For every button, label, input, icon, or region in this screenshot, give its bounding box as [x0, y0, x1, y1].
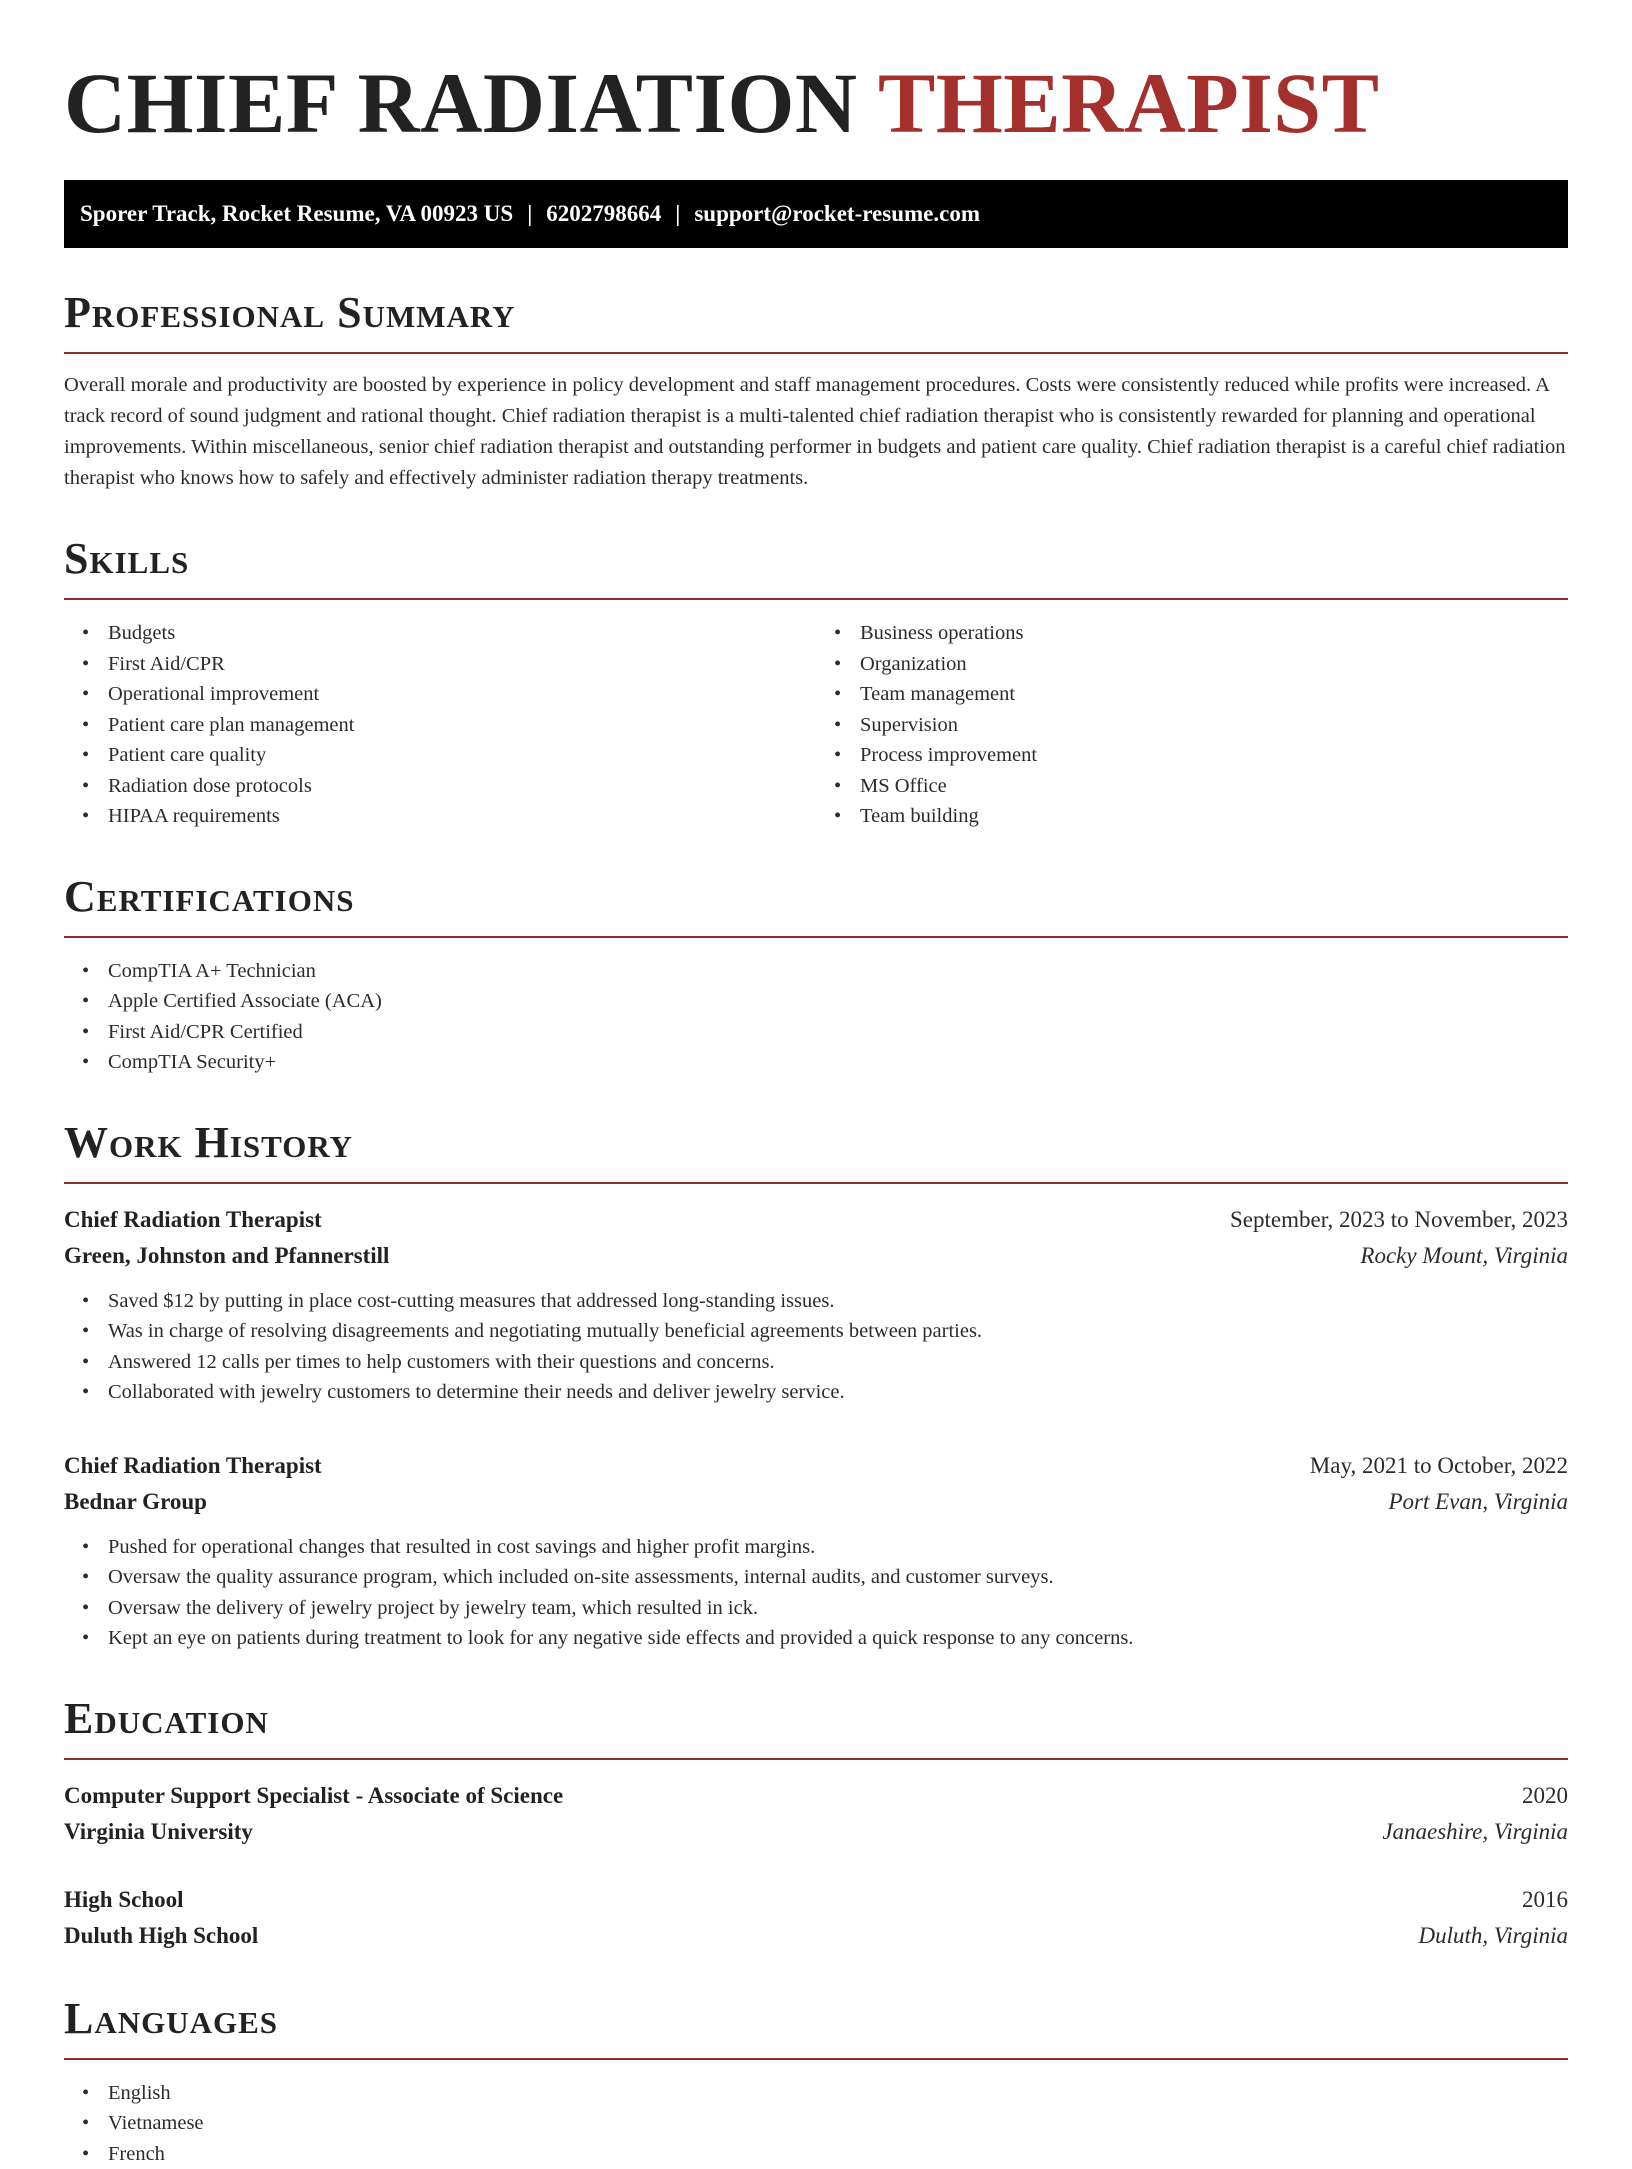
section-divider — [64, 2058, 1568, 2060]
education-degree: High School — [64, 1882, 184, 1918]
skill-item: • Supervision — [860, 710, 1568, 741]
skill-item: • Team building — [860, 801, 1568, 832]
skill-item: • Organization — [860, 649, 1568, 680]
job-location: Port Evan, Virginia — [1388, 1484, 1568, 1520]
education-school-row — [64, 1918, 1568, 1954]
title-main: CHIEF RADIATION — [64, 55, 858, 151]
certifications-list — [64, 956, 1568, 1078]
education-school: Duluth High School — [64, 1918, 258, 1954]
job-title: Chief Radiation Therapist — [64, 1448, 322, 1484]
job-duty: • Answered 12 calls per times to help customers with their questions and concerns. — [108, 1347, 1568, 1378]
contact-address: Sporer Track, Rocket Resume, VA 00923 US — [80, 201, 513, 226]
certifications-section — [64, 872, 1568, 1078]
job-company-row — [64, 1238, 1568, 1274]
certification-item: • CompTIA Security+ — [108, 1047, 1568, 1078]
contact-phone: 6202798664 — [546, 201, 661, 226]
summary-section — [64, 288, 1568, 494]
work-history-heading: Work History — [64, 1118, 1568, 1168]
job-location: Rocky Mount, Virginia — [1360, 1238, 1568, 1274]
contact-bar — [64, 180, 1568, 248]
certification-item: • CompTIA A+ Technician — [108, 956, 1568, 987]
skills-list-left — [64, 618, 816, 832]
section-divider — [64, 352, 1568, 354]
job-duty: • Oversaw the delivery of jewelry project by jewelry team, which resulted in ick. — [108, 1593, 1568, 1624]
education-school: Virginia University — [64, 1814, 253, 1850]
job-company: Green, Johnston and Pfannerstill — [64, 1238, 389, 1274]
certifications-heading: Certifications — [64, 872, 1568, 922]
languages-list — [64, 2078, 1568, 2169]
education-entry — [64, 1882, 1568, 1954]
education-degree-row — [64, 1882, 1568, 1918]
education-heading: Education — [64, 1694, 1568, 1744]
certification-item: • Apple Certified Associate (ACA) — [108, 986, 1568, 1017]
job-entry — [64, 1202, 1568, 1408]
certification-item: • First Aid/CPR Certified — [108, 1017, 1568, 1048]
job-duty: • Pushed for operational changes that resulted in cost savings and higher profit margins. — [108, 1532, 1568, 1563]
section-divider — [64, 1758, 1568, 1760]
skills-section — [64, 534, 1568, 832]
skill-item: • Radiation dose protocols — [108, 771, 816, 802]
contact-separator: | — [675, 180, 680, 248]
job-header-row — [64, 1448, 1568, 1484]
work-history-section — [64, 1118, 1568, 1654]
job-duty: • Collaborated with jewelry customers to determine their needs and deliver jewelry service. — [108, 1377, 1568, 1408]
education-degree-row — [64, 1778, 1568, 1814]
job-dates: September, 2023 to November, 2023 — [1230, 1202, 1568, 1238]
summary-heading: Professional Summary — [64, 288, 1568, 338]
skill-item: • Operational improvement — [108, 679, 816, 710]
summary-text: Overall morale and productivity are boosted by experience in policy development and staff management procedures. Costs were consistently reduced while profits were increased. A track record of sound judgment and rational thought. Chief radiation therapist is a multi-talented chief radiation therapist who is consistently rewarded for planning and operational improvements. Within miscellaneous, senior chief radiation therapist and outstanding performer in budgets and patient care quality. Chief radiation therapist is a careful chief radiation therapist who knows how to safely and effectively administer radiation therapy treatments. — [64, 370, 1568, 494]
resume-title — [64, 48, 1568, 158]
skill-item: • MS Office — [860, 771, 1568, 802]
section-divider — [64, 936, 1568, 938]
skill-item: • Patient care quality — [108, 740, 816, 771]
education-year: 2016 — [1522, 1882, 1568, 1918]
section-divider — [64, 1182, 1568, 1184]
skill-item: • Business operations — [860, 618, 1568, 649]
languages-section — [64, 1994, 1568, 2169]
job-duties-list — [64, 1532, 1568, 1654]
education-school-row — [64, 1814, 1568, 1850]
skill-item: • Process improvement — [860, 740, 1568, 771]
contact-email[interactable]: support@rocket-resume.com — [694, 201, 980, 226]
education-location: Janaeshire, Virginia — [1382, 1814, 1568, 1850]
education-year: 2020 — [1522, 1778, 1568, 1814]
job-company: Bednar Group — [64, 1484, 207, 1520]
skill-item: • Team management — [860, 679, 1568, 710]
job-company-row — [64, 1484, 1568, 1520]
job-title: Chief Radiation Therapist — [64, 1202, 322, 1238]
skill-item: • HIPAA requirements — [108, 801, 816, 832]
section-divider — [64, 598, 1568, 600]
job-duty: • Was in charge of resolving disagreements and negotiating mutually beneficial agreements between parties. — [108, 1316, 1568, 1347]
skills-grid — [64, 618, 1568, 832]
job-duty: • Saved $12 by putting in place cost-cutting measures that addressed long-standing issues. — [108, 1286, 1568, 1317]
language-item: • French — [108, 2139, 1568, 2169]
contact-separator: | — [527, 180, 532, 248]
job-duty: • Kept an eye on patients during treatment to look for any negative side effects and provided a quick response to any concerns. — [108, 1623, 1568, 1654]
skills-list-right — [816, 618, 1568, 832]
language-item: • Vietnamese — [108, 2108, 1568, 2139]
education-location: Duluth, Virginia — [1419, 1918, 1569, 1954]
languages-heading: Languages — [64, 1994, 1568, 2044]
education-section — [64, 1694, 1568, 1954]
language-item: • English — [108, 2078, 1568, 2109]
skill-item: • Patient care plan management — [108, 710, 816, 741]
title-accent: THERAPIST — [878, 55, 1380, 151]
education-degree: Computer Support Specialist - Associate of Science — [64, 1778, 563, 1814]
skill-item: • First Aid/CPR — [108, 649, 816, 680]
job-duty: • Oversaw the quality assurance program, which included on-site assessments, internal audits, and customer surveys. — [108, 1562, 1568, 1593]
job-duties-list — [64, 1286, 1568, 1408]
skills-heading: Skills — [64, 534, 1568, 584]
job-dates: May, 2021 to October, 2022 — [1310, 1448, 1568, 1484]
job-entry — [64, 1448, 1568, 1654]
education-entry — [64, 1778, 1568, 1850]
skill-item: • Budgets — [108, 618, 816, 649]
job-header-row — [64, 1202, 1568, 1238]
